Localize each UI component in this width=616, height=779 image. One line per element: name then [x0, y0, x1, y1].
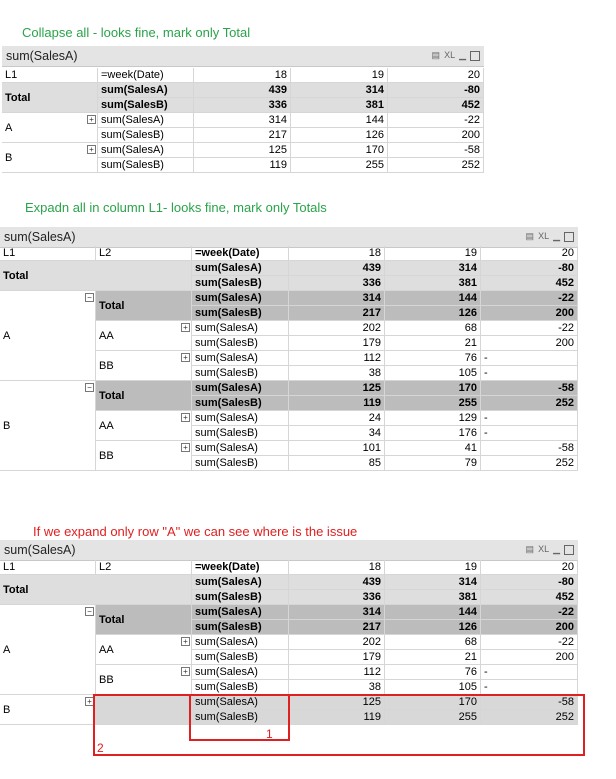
cell: sum(SalesA)	[98, 113, 194, 128]
collapse-b-icon[interactable]: −	[85, 383, 94, 392]
cell: 68	[385, 321, 481, 336]
bb-text: BB	[99, 449, 114, 462]
cell: 170	[385, 695, 481, 710]
cell: 119	[194, 158, 291, 173]
cell: sum(SalesA)	[192, 411, 289, 426]
cell: sum(SalesA)	[192, 381, 289, 396]
panel-titlebar[interactable]	[0, 540, 578, 561]
print-icon[interactable]: ▤	[525, 231, 535, 241]
cell: sum(SalesB)	[98, 158, 194, 173]
panel-titlebar[interactable]	[0, 227, 578, 248]
cell: 381	[385, 590, 481, 605]
highlight-box-2	[93, 694, 585, 756]
cell: 176	[385, 426, 481, 441]
row-b-text: B	[3, 703, 11, 716]
cell: -22	[481, 291, 578, 306]
print-icon[interactable]: ▤	[431, 50, 441, 60]
total-label: Total	[3, 269, 29, 282]
header-20: 20	[481, 560, 578, 575]
b-total-text: Total	[99, 389, 125, 402]
expand-aa-icon[interactable]: +	[181, 413, 190, 422]
cell: 252	[388, 158, 484, 173]
caption-expand-all: Expadn all in column L1- looks fine, mark only Totals	[25, 200, 327, 215]
header-l1[interactable]: L1	[0, 560, 96, 575]
cell: 314	[289, 291, 385, 306]
cell: 200	[481, 306, 578, 321]
expand-aa-icon[interactable]: +	[181, 323, 190, 332]
row-a-bb-label[interactable]	[96, 665, 192, 695]
cell: 76	[385, 351, 481, 366]
cell: 452	[481, 276, 578, 291]
expand-a-icon[interactable]: +	[87, 115, 96, 124]
cell: -80	[481, 575, 578, 590]
cell: sum(SalesA)	[192, 665, 289, 680]
cell: sum(SalesA)	[192, 605, 289, 620]
header-18: 18	[289, 246, 385, 261]
expand-bb-icon[interactable]: +	[181, 667, 190, 676]
header-l2[interactable]: L2	[96, 246, 192, 261]
cell: -22	[481, 635, 578, 650]
cell: 170	[385, 381, 481, 396]
cell-dash: -	[481, 680, 578, 695]
cell: 79	[385, 456, 481, 471]
row-b-text: B	[3, 419, 11, 432]
row-a-aa-label[interactable]	[96, 635, 192, 665]
cell: 125	[289, 695, 385, 710]
minimize-icon[interactable]: ▁	[459, 50, 466, 60]
cell: sum(SalesA)	[98, 83, 194, 98]
a-total-text: Total	[99, 299, 125, 312]
cell: 217	[289, 620, 385, 635]
cell: 34	[289, 426, 385, 441]
cell: -80	[388, 83, 484, 98]
cell: 112	[289, 665, 385, 680]
cell: 314	[291, 83, 388, 98]
cell: 381	[291, 98, 388, 113]
cell: 144	[385, 291, 481, 306]
cell: -58	[388, 143, 484, 158]
cell: sum(SalesA)	[192, 291, 289, 306]
collapse-a-icon[interactable]: −	[85, 293, 94, 302]
highlight-label-1: 1	[266, 727, 273, 741]
cell: 144	[291, 113, 388, 128]
cell: 314	[385, 575, 481, 590]
header-week[interactable]: =week(Date)	[192, 246, 289, 261]
header-l2[interactable]: L2	[96, 560, 192, 575]
cell: 439	[289, 575, 385, 590]
cell: sum(SalesB)	[98, 98, 194, 113]
maximize-icon[interactable]	[564, 232, 574, 242]
cell: 119	[289, 396, 385, 411]
header-19: 19	[385, 246, 481, 261]
header-week[interactable]: =week(Date)	[98, 68, 194, 83]
cell: 125	[194, 143, 291, 158]
cell: 101	[289, 441, 385, 456]
expand-bb-icon[interactable]: +	[181, 353, 190, 362]
cell: 126	[291, 128, 388, 143]
cell: 125	[289, 381, 385, 396]
cell: 126	[385, 620, 481, 635]
cell: sum(SalesA)	[192, 261, 289, 276]
expand-b-icon[interactable]: +	[85, 697, 94, 706]
cell: 38	[289, 680, 385, 695]
aa-text: AA	[99, 643, 114, 656]
total-label: Total	[3, 583, 29, 596]
maximize-icon[interactable]	[470, 51, 480, 61]
cell: 439	[289, 261, 385, 276]
row-a-text: A	[3, 643, 11, 656]
xl-export-icon[interactable]: XL	[538, 544, 550, 554]
cell: 452	[481, 590, 578, 605]
row-b-label[interactable]	[2, 143, 98, 173]
cell: -22	[481, 605, 578, 620]
row-total-label	[0, 575, 192, 605]
cell: -22	[481, 321, 578, 336]
cell: 381	[385, 276, 481, 291]
cell: 170	[291, 143, 388, 158]
row-total-label	[2, 83, 98, 113]
cell: 252	[481, 396, 578, 411]
cell: 336	[289, 276, 385, 291]
panel-title: sum(SalesA)	[6, 49, 78, 63]
cell-dash: -	[481, 426, 578, 441]
cell: 200	[481, 336, 578, 351]
cell: 439	[194, 83, 291, 98]
caption-collapse-all: Collapse all - looks fine, mark only Total	[22, 25, 251, 40]
cell: 200	[481, 620, 578, 635]
cell: sum(SalesA)	[192, 351, 289, 366]
cell: 217	[289, 306, 385, 321]
cell: sum(SalesA)	[192, 695, 289, 710]
minimize-icon[interactable]: ▁	[553, 231, 560, 241]
cell: 314	[385, 261, 481, 276]
cell: 105	[385, 366, 481, 381]
header-20: 20	[388, 68, 484, 83]
expand-b-icon[interactable]: +	[87, 145, 96, 154]
cell: 105	[385, 680, 481, 695]
header-l1[interactable]: L1	[2, 68, 98, 83]
header-18: 18	[289, 560, 385, 575]
row-a-label[interactable]	[0, 605, 96, 695]
print-icon[interactable]: ▤	[525, 544, 535, 554]
cell-dash: -	[481, 351, 578, 366]
cell: sum(SalesB)	[98, 128, 194, 143]
collapse-a-icon[interactable]: −	[85, 607, 94, 616]
row-b-label[interactable]	[0, 381, 96, 471]
cell: 336	[194, 98, 291, 113]
row-a-label[interactable]	[2, 113, 98, 143]
cell: -58	[481, 441, 578, 456]
aa-text: AA	[99, 419, 114, 432]
header-week[interactable]: =week(Date)	[192, 560, 289, 575]
bb-text: BB	[99, 359, 114, 372]
row-total-label	[0, 261, 192, 291]
cell: -58	[481, 381, 578, 396]
row-a-label[interactable]	[0, 291, 96, 381]
row-b-aa-label[interactable]	[96, 411, 192, 441]
cell-dash: -	[481, 366, 578, 381]
cell: 68	[385, 635, 481, 650]
cell: 200	[481, 650, 578, 665]
cell: sum(SalesA)	[192, 321, 289, 336]
cell: sum(SalesB)	[192, 336, 289, 351]
a-total-text: Total	[99, 613, 125, 626]
header-20: 20	[481, 246, 578, 261]
minimize-icon[interactable]: ▁	[553, 544, 560, 554]
row-b-label[interactable]	[0, 695, 96, 725]
cell: sum(SalesA)	[192, 635, 289, 650]
panel-title: sum(SalesA)	[4, 230, 76, 244]
row-b-text: B	[5, 151, 13, 164]
cell: 252	[481, 456, 578, 471]
cell: 179	[289, 336, 385, 351]
aa-text: AA	[99, 329, 114, 342]
cell: sum(SalesB)	[192, 396, 289, 411]
cell: 144	[385, 605, 481, 620]
cell: sum(SalesB)	[192, 426, 289, 441]
xl-export-icon[interactable]: XL	[538, 231, 550, 241]
cell: -80	[481, 261, 578, 276]
panel-title: sum(SalesA)	[4, 543, 76, 557]
cell: 200	[388, 128, 484, 143]
cell: 252	[481, 710, 578, 725]
highlight-label-2: 2	[97, 741, 104, 755]
pivot-table-expanded	[0, 227, 578, 473]
cell: 76	[385, 665, 481, 680]
cell: 314	[194, 113, 291, 128]
cell: 202	[289, 321, 385, 336]
cell: sum(SalesB)	[192, 710, 289, 725]
cell: 21	[385, 336, 481, 351]
row-b-bb-label[interactable]	[96, 441, 192, 471]
cell: 452	[388, 98, 484, 113]
row-a-text: A	[3, 329, 11, 342]
cell: 255	[385, 710, 481, 725]
maximize-icon[interactable]	[564, 545, 574, 555]
panel-titlebar[interactable]	[2, 46, 484, 67]
cell: 85	[289, 456, 385, 471]
row-a-total-label	[96, 605, 192, 635]
row-a-bb-label[interactable]	[96, 351, 192, 381]
cell: 41	[385, 441, 481, 456]
row-a-aa-label[interactable]	[96, 321, 192, 351]
cell: 179	[289, 650, 385, 665]
cell: sum(SalesA)	[192, 441, 289, 456]
cell: sum(SalesB)	[192, 680, 289, 695]
cell: sum(SalesB)	[192, 590, 289, 605]
cell: 336	[289, 590, 385, 605]
cell: 255	[291, 158, 388, 173]
cell: sum(SalesB)	[192, 306, 289, 321]
row-a-text: A	[5, 121, 13, 134]
header-19: 19	[385, 560, 481, 575]
cell: 202	[289, 635, 385, 650]
row-a-total-label	[96, 291, 192, 321]
cell: 126	[385, 306, 481, 321]
cell: 255	[385, 396, 481, 411]
cell: sum(SalesB)	[192, 650, 289, 665]
cell: -22	[388, 113, 484, 128]
expand-bb-icon[interactable]: +	[181, 443, 190, 452]
caption-issue: If we expand only row "A" we can see where is the issue	[33, 524, 358, 539]
cell: sum(SalesA)	[98, 143, 194, 158]
header-19: 19	[291, 68, 388, 83]
cell: 314	[289, 605, 385, 620]
cell: sum(SalesB)	[192, 366, 289, 381]
header-l1[interactable]: L1	[0, 246, 96, 261]
cell: sum(SalesB)	[192, 276, 289, 291]
cell: 217	[194, 128, 291, 143]
cell: sum(SalesB)	[192, 620, 289, 635]
total-label: Total	[5, 91, 31, 104]
cell: sum(SalesB)	[192, 456, 289, 471]
pivot-table-collapsed	[2, 46, 484, 174]
header-18: 18	[194, 68, 291, 83]
bb-text: BB	[99, 673, 114, 686]
cell: 119	[289, 710, 385, 725]
cell: 38	[289, 366, 385, 381]
expand-aa-icon[interactable]: +	[181, 637, 190, 646]
cell: 21	[385, 650, 481, 665]
row-b-total-label	[96, 381, 192, 411]
cell: 24	[289, 411, 385, 426]
cell-dash: -	[481, 665, 578, 680]
xl-export-icon[interactable]: XL	[444, 50, 456, 60]
cell: sum(SalesA)	[192, 575, 289, 590]
cell-dash: -	[481, 411, 578, 426]
cell: 112	[289, 351, 385, 366]
cell: -58	[481, 695, 578, 710]
cell: 129	[385, 411, 481, 426]
